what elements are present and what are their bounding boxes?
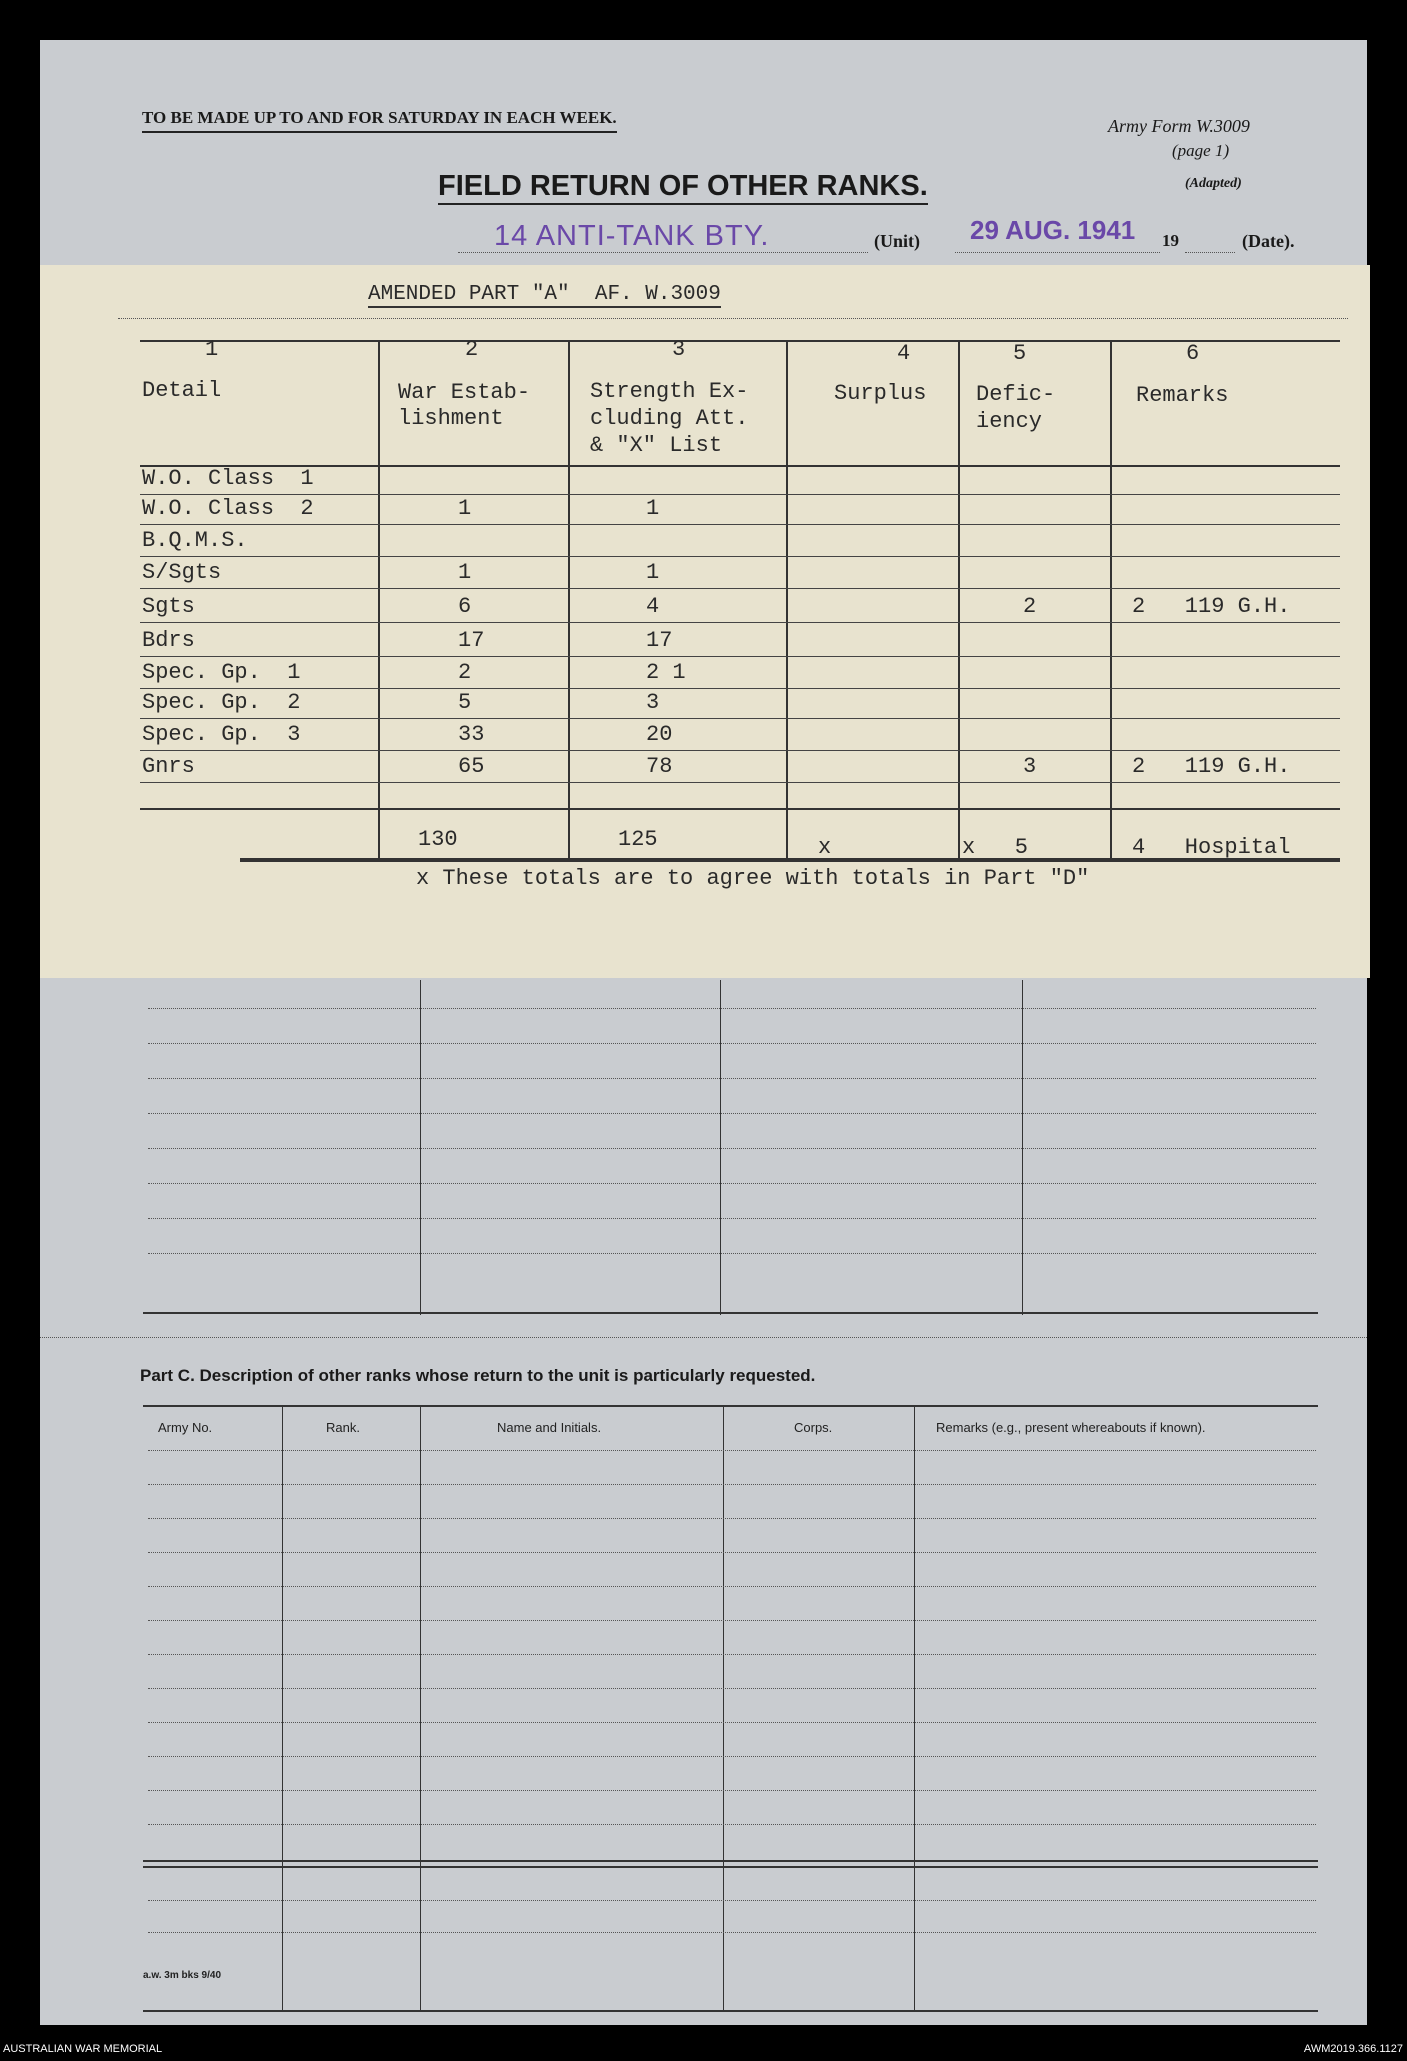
slip-header-strength: Strength Ex- cluding Att. & "X" List	[590, 379, 749, 458]
part-c-ruling-line	[148, 1518, 1316, 1519]
slip-col-number: 3	[672, 337, 686, 362]
slip-cell-war-establishment: 65	[458, 754, 485, 779]
slip-footnote: x These totals are to agree with totals in Part "D"	[416, 866, 1090, 891]
slip-cell-war-establishment: 6	[458, 594, 472, 619]
part-c-ruling-line	[148, 1756, 1316, 1757]
slip-cell-detail: Bdrs	[142, 628, 195, 653]
part-c-col-divider-2	[420, 1407, 421, 2012]
part-b-ruling-line	[148, 1253, 1316, 1254]
slip-header-war-establishment: War Estab- lishment	[398, 380, 531, 431]
slip-cell-detail: Sgts	[142, 594, 195, 619]
slip-row-rule	[140, 782, 1340, 783]
slip-total-war: 130	[418, 827, 458, 852]
form-number: Army Form W.3009	[1108, 116, 1250, 136]
slip-total-rule	[140, 808, 1340, 810]
slip-row-rule	[140, 750, 1340, 751]
slip-row-rule	[140, 524, 1340, 525]
unit-value: 14 ANTI-TANK BTY.	[494, 220, 770, 252]
slip-total-surplus: x	[818, 835, 832, 860]
part-c-ruling-line	[148, 1932, 1316, 1933]
slip-cell-strength: 78	[646, 754, 673, 779]
slip-top-rule	[140, 340, 1340, 342]
form-page: (page 1)	[1172, 141, 1230, 160]
part-c-col-remarks: Remarks (e.g., present whereabouts if known).	[936, 1420, 1206, 1435]
slip-cell-detail: W.O. Class 2	[142, 496, 314, 521]
slip-cell-strength: 20	[646, 722, 673, 747]
part-c-col-name: Name and Initials.	[497, 1420, 602, 1435]
slip-cell-war-establishment: 5	[458, 690, 472, 715]
slip-col-number: 5	[1013, 341, 1027, 366]
part-c-col-divider-4	[914, 1407, 915, 2012]
part-c-double-rule-1	[143, 1860, 1318, 1862]
part-c-ruling-line	[148, 1484, 1316, 1485]
slip-row-rule	[140, 688, 1340, 689]
slip-cell-war-establishment: 2	[458, 660, 472, 685]
slip-cell-detail: Spec. Gp. 1	[142, 660, 301, 685]
slip-header-rule	[140, 465, 1340, 467]
part-b-ruling-line	[148, 1043, 1316, 1044]
slip-cell-remarks: 2 119 G.H.	[1132, 594, 1291, 619]
slip-cell-war-establishment: 33	[458, 722, 485, 747]
archive-caption-right: AWM2019.366.1127	[1303, 2043, 1403, 2055]
slip-cell-war-establishment: 1	[458, 496, 472, 521]
slip-col-number: 2	[465, 337, 479, 362]
slip-row-rule	[140, 718, 1340, 719]
slip-header-detail: Detail	[142, 378, 222, 403]
slip-header-surplus: Surplus	[834, 381, 927, 406]
part-c-ruling-line	[148, 1790, 1316, 1791]
part-b-ruling-line	[148, 1008, 1316, 1009]
part-c-col-divider-1	[282, 1407, 283, 2012]
slip-cell-remarks: 2 119 G.H.	[1132, 754, 1291, 779]
slip-col-number: 1	[205, 337, 219, 362]
part-c-col-rank: Rank.	[326, 1420, 360, 1435]
part-c-ruling-line	[148, 1900, 1316, 1901]
slip-cell-deficiency: 3	[1023, 754, 1037, 779]
date-year-line	[1185, 252, 1235, 253]
part-b-bottom-rule	[143, 1312, 1318, 1314]
part-c-col-army-no: Army No.	[158, 1420, 213, 1435]
slip-cell-strength: 17	[646, 628, 673, 653]
archive-caption-left: AUSTRALIAN WAR MEMORIAL	[3, 2043, 163, 2055]
slip-total-strength: 125	[618, 827, 658, 852]
slip-total-deficiency: x 5	[962, 835, 1029, 860]
slip-cell-war-establishment: 1	[458, 560, 472, 585]
slip-cell-detail: S/Sgts	[142, 560, 222, 585]
slip-cell-detail: Spec. Gp. 2	[142, 690, 301, 715]
slip-cell-strength: 3	[646, 690, 660, 715]
slip-row-rule	[140, 622, 1340, 623]
part-b-ruling-line	[148, 1218, 1316, 1219]
slip-row-rule	[140, 656, 1340, 657]
slip-cell-detail: Spec. Gp. 3	[142, 722, 301, 747]
part-c-title: Part C. Description of other ranks whose return to the unit is particularly requested.	[140, 1366, 816, 1385]
part-c-ruling-line	[148, 1722, 1316, 1723]
part-c-ruling-line	[148, 1586, 1316, 1587]
slip-row-rule	[140, 556, 1340, 557]
slip-cell-strength: 1	[646, 496, 660, 521]
slip-cell-strength: 1	[646, 560, 660, 585]
part-c-ruling-line	[148, 1620, 1316, 1621]
slip-row-rule	[140, 494, 1340, 495]
unit-label: (Unit)	[874, 231, 920, 251]
part-c-col-corps: Corps.	[794, 1420, 833, 1435]
printer-imprint: a.w. 3m bks 9/40	[143, 1970, 222, 1981]
slip-total-remarks: 4 Hospital	[1132, 835, 1291, 860]
part-c-ruling-line	[148, 1552, 1316, 1553]
slip-header-remarks: Remarks	[1136, 383, 1229, 408]
date-dotted-line	[955, 252, 1160, 253]
part-b-fold-line	[40, 1337, 1367, 1338]
slip-cell-detail: B.Q.M.S.	[142, 528, 248, 553]
slip-cell-detail: Gnrs	[142, 754, 195, 779]
date-year-prefix: 19	[1162, 231, 1179, 250]
part-c-top-rule	[143, 1405, 1318, 1407]
page-title: FIELD RETURN OF OTHER RANKS.	[438, 170, 928, 205]
slip-heading: AMENDED PART "A" AF. W.3009	[368, 283, 721, 306]
slip-row-rule	[140, 588, 1340, 589]
instruction-text: TO BE MADE UP TO AND FOR SATURDAY IN EACH WEEK.	[142, 108, 617, 133]
slip-col-number: 6	[1186, 341, 1200, 366]
form-adapted: (Adapted)	[1185, 176, 1242, 191]
part-b-ruling-line	[148, 1183, 1316, 1184]
slip-cell-detail: W.O. Class 1	[142, 466, 314, 491]
slip-top-dotted	[118, 318, 1348, 319]
part-c-double-rule-2	[143, 1866, 1318, 1868]
part-c-col-divider-3	[723, 1407, 724, 2012]
slip-cell-deficiency: 2	[1023, 594, 1037, 619]
part-b-ruling-line	[148, 1078, 1316, 1079]
slip-header-deficiency: Defic- iency	[976, 382, 1056, 434]
slip-cell-strength: 4	[646, 594, 660, 619]
slip-col-number: 4	[897, 341, 911, 366]
part-c-ruling-line	[148, 1654, 1316, 1655]
date-stamp: 29 AUG. 1941	[970, 215, 1136, 245]
unit-dotted-line	[458, 252, 868, 253]
part-c-ruling-line	[148, 1450, 1316, 1451]
slip-cell-war-establishment: 17	[458, 628, 485, 653]
part-b-ruling-line	[148, 1148, 1316, 1149]
part-c-ruling-line	[148, 1688, 1316, 1689]
date-label: (Date).	[1242, 231, 1295, 251]
part-b-ruling-line	[148, 1113, 1316, 1114]
slip-cell-strength: 2 1	[646, 660, 686, 685]
part-c-bottom-rule	[143, 2010, 1318, 2012]
part-c-ruling-line	[148, 1824, 1316, 1825]
